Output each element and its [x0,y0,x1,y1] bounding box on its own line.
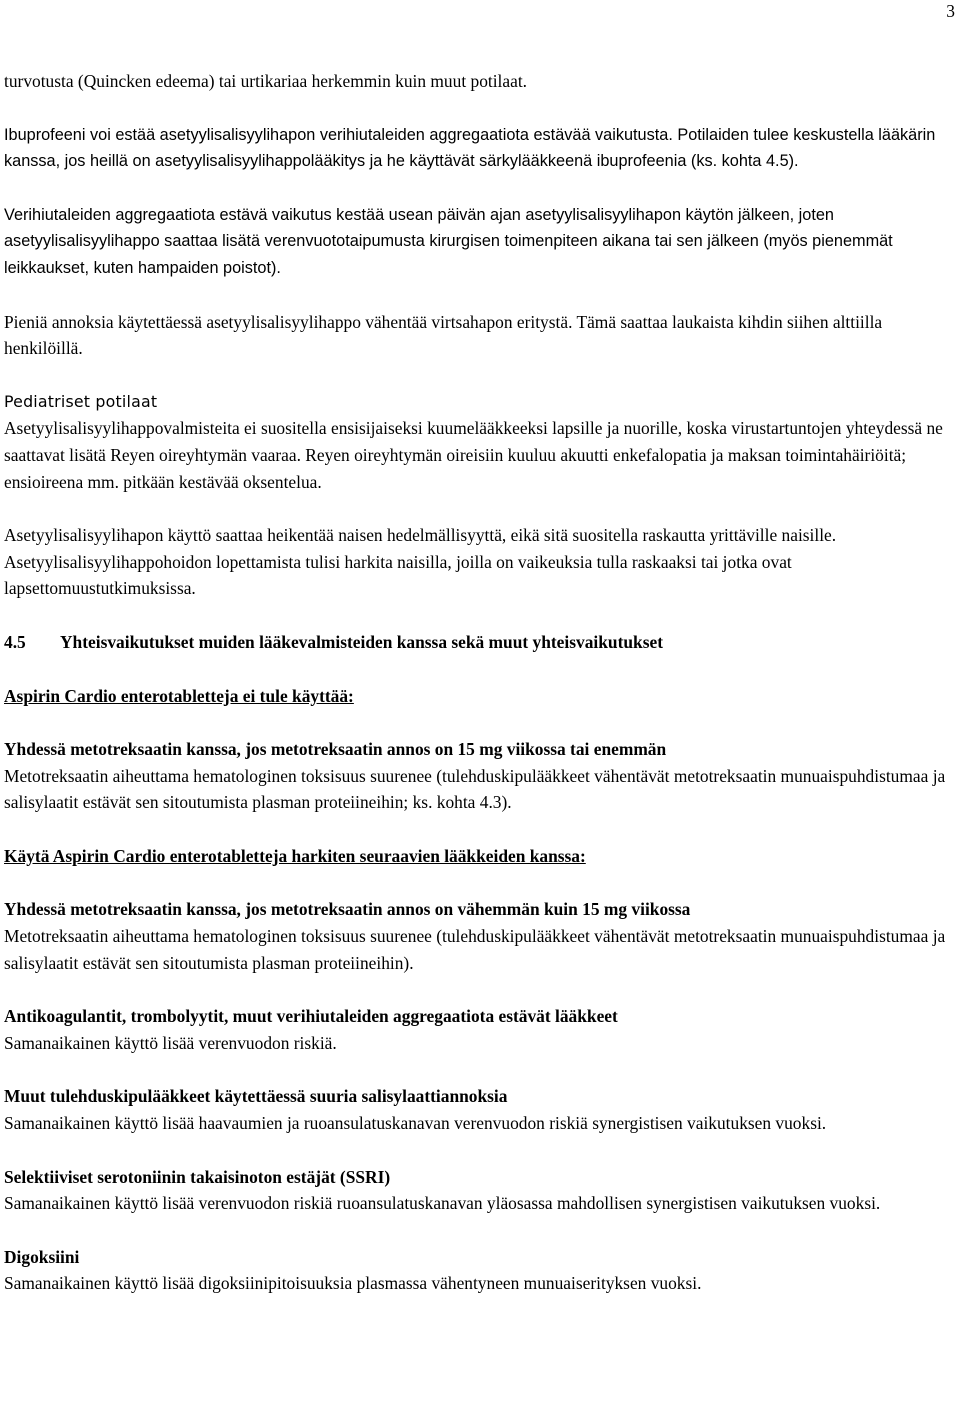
interaction-item [4,736,954,816]
paragraph-fertility: Asetyylisalisyylihapon käyttö saattaa heikentää naisen hedelmällisyyttä, eikä sitä suositella raskautta yrittäville naisille. Asetyylisalisyylihappohoidon lopettamista tulisi harkita naisilla, joilla on vaikeuksia tulla raskaaksi tai jotka ovat lapsettomuustutkimuksissa. [4,525,837,599]
section-number: 4.5 [4,631,26,652]
interaction-item [4,896,954,976]
page-number: 3 [946,1,955,21]
interaction-title: Yhdessä metotreksaatin kanssa, jos metotreksaatin annos on 15 mg viikossa tai enemmän [4,739,667,760]
interaction-item [4,1003,954,1056]
contraindicated-heading: Aspirin Cardio enterotabletteja ei tule käyttää: [4,685,354,706]
interaction-title: Antikoagulantit, trombolyytit, muut verihiutaleiden aggregaatiota estävät lääkkeet [4,1006,618,1027]
interaction-body: Samanaikainen käyttö lisää digoksiinipitoisuuksia plasmassa vähentyneen munuaiserityksen vuoksi. [4,1273,702,1294]
pediatric-body: Asetyylisalisyylihappovalmisteita ei suositella ensisijaiseksi kuumelääkkeeksi lapsille ja nuorille, koska virustartuntojen yhteydessä ne saattavat lisätä Reyen oireyhtymän vaaraa. Reyen oireyhtymän oireisiin kuuluu akuutti enkefalopatia ja maksan toimintahäiriöitä; ensioireena mm. pitkään kestävää oksentelua. [4,418,943,492]
pediatric-heading: Pediatriset potilaat [4,391,158,411]
paragraph-gout: Pieniä annoksia käytettäessä asetyylisalisyylihappo vähentää virtsahapon eritystä. Tämä saattaa laukaista kihdin siihen alttiilla henkilöillä. [4,311,883,359]
paragraph-ibuprofen: Ibuprofeeni voi estää asetyylisalisyylihapon verihiutaleiden aggregaatiota estävää vaikutusta. Potilaiden tulee keskustella lääkärin kanssa, jos heillä on asetyylisalisyylihappolääkitys ja he käyttävät särkylääkkeenä ibuprofeenia (ks. kohta 4.5). [4,125,936,171]
pediatric-section [4,389,954,495]
interaction-title: Muut tulehduskipulääkkeet käytettäessä suuria salisylaattiannoksia [4,1086,508,1107]
section-heading [4,629,954,656]
interaction-title: Selektiiviset serotoniinin takaisinoton estäjät (SSRI) [4,1166,391,1187]
interaction-item [4,1083,954,1136]
interaction-item [4,1244,954,1297]
interaction-title: Digoksiini [4,1246,80,1267]
section-title: Yhteisvaikutukset muiden lääkevalmisteiden kanssa sekä muut yhteisvaikutukset [60,631,663,652]
document-page [4,68,954,1297]
interaction-body: Metotreksaatin aiheuttama hematologinen toksisuus suurenee (tulehduskipulääkkeet vähentävät metotreksaatin munuaispuhdistumaa ja salisylaatit estävät sen sitoutumista plasman proteiineihin). [4,926,946,973]
paragraph-angioedema: turvotusta (Quincken edeema) tai urtikariaa herkemmin kuin muut potilaat. [4,71,528,91]
interaction-item [4,1164,954,1217]
caution-heading: Käytä Aspirin Cardio enterotabletteja harkiten seuraavien lääkkeiden kanssa: [4,845,586,866]
interaction-body: Samanaikainen käyttö lisää haavaumien ja ruoansulatuskanavan verenvuodon riskiä synergistisen vaikutuksen vuoksi. [4,1113,827,1134]
interaction-body: Metotreksaatin aiheuttama hematologinen toksisuus suurenee (tulehduskipulääkkeet vähentävät metotreksaatin munuaispuhdistumaa ja salisylaatit estävät sen sitoutumista plasman proteiineihin; ks. kohta 4.3). [4,765,946,813]
interaction-body: Samanaikainen käyttö lisää verenvuodon riskiä ruoansulatuskanavan yläosassa mahdollisen synergistisen vaikutuksen vuoksi. [4,1193,881,1214]
paragraph-bleeding-surgery: Verihiutaleiden aggregaatiota estävä vaikutus kestää usean päivän ajan asetyylisalisyylihapon käytön jälkeen, joten asetyylisalisyylihappo saattaa lisätä verenvuototaipumusta kirurgisen toimenpiteen aikana tai sen jälkeen (myös pienemmät leikkaukset, kuten hampaiden poistot). [4,205,893,277]
interaction-title: Yhdessä metotreksaatin kanssa, jos metotreksaatin annos on vähemmän kuin 15 mg viikossa [4,899,691,920]
interaction-body: Samanaikainen käyttö lisää verenvuodon riskiä. [4,1032,337,1053]
